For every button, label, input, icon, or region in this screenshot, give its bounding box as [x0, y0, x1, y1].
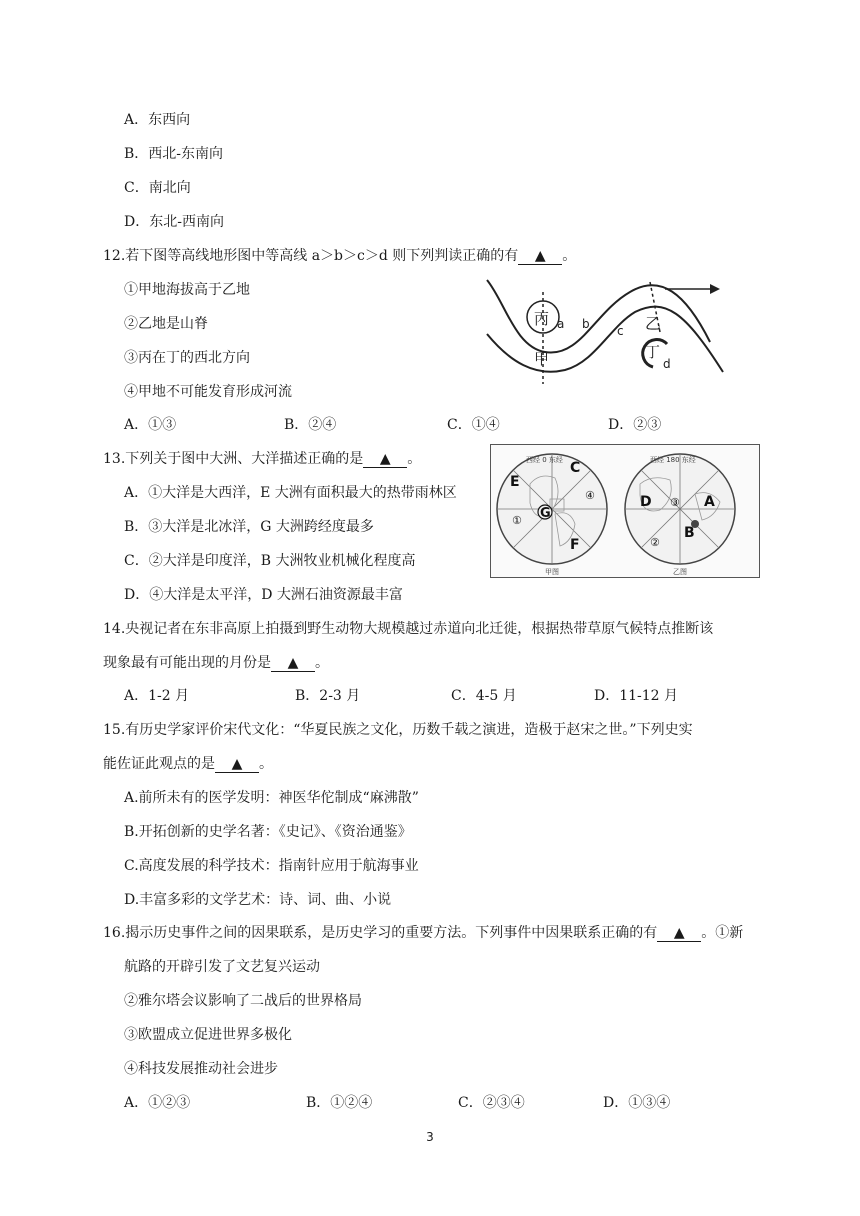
q16-stem: 16.揭示历史事件之间的因果联系，是历史学习的重要方法。下列事件中因果联系正确的有 ▲ 。①新 [103, 925, 744, 941]
q11-option-d: D．东北-西南向 [124, 214, 224, 230]
label-ocean-3: ③ [670, 496, 680, 509]
label-ocean-1: ① [512, 514, 522, 527]
label-c: c [617, 324, 624, 338]
q15-option-b: B.开拓创新的史学名著：《史记》、《资治通鉴》 [124, 824, 412, 840]
answer-blank: ▲ [271, 655, 315, 672]
q13-option-b: B．③大洋是北冰洋，G 大洲跨经度最多 [124, 519, 374, 535]
q16-option-d: D．①③④ [603, 1095, 671, 1111]
label-F: F [570, 537, 580, 553]
label-A: A [704, 494, 715, 510]
q15-stem-line1: 15.有历史学家评价宋代文化：“华夏民族之文化，历数千载之演进，造极于赵宋之世。”下列史实 [103, 722, 693, 738]
q16-option-a: A．①②③ [124, 1095, 191, 1111]
arrow-head-icon [710, 284, 720, 294]
q14-option-a: A．1-2 月 [124, 688, 190, 704]
answer-blank: ▲ [518, 248, 562, 265]
left-map-caption: 甲图 [545, 568, 559, 576]
q13-option-d: D．④大洋是太平洋，D 大洲石油资源最丰富 [124, 587, 403, 603]
q12-statement-4: ④甲地不可能发育形成河流 [124, 384, 292, 400]
answer-blank: ▲ [215, 756, 259, 773]
answer-blank: ▲ [657, 925, 701, 942]
q12-option-a: A．①③ [124, 417, 177, 433]
q12-statement-2: ②乙地是山脊 [124, 316, 208, 332]
q12-option-c: C．①④ [447, 417, 500, 433]
left-map-header: 西经 0 东经 [526, 456, 563, 464]
right-map-caption: 乙图 [673, 568, 687, 576]
q11-option-c: C．南北向 [124, 180, 191, 196]
q15-option-d: D.丰富多彩的文学艺术：诗、词、曲、小说 [124, 892, 392, 908]
contour-line-a [487, 280, 710, 353]
hemisphere-map [490, 444, 760, 578]
q15-stem-line2: 能佐证此观点的是 ▲ 。 [103, 756, 273, 772]
q16-statement-2: ②雅尔塔会议影响了二战后的世界格局 [124, 993, 362, 1009]
q16-stem-line2: 航路的开辟引发了文艺复兴运动 [124, 959, 320, 975]
q12-statement-1: ①甲地海拔高于乙地 [124, 282, 250, 298]
label-bing: 丙 [534, 310, 550, 328]
label-d: d [663, 357, 671, 371]
q11-option-b: B．西北-东南向 [124, 146, 224, 162]
label-b: b [582, 317, 590, 331]
label-C: C [570, 460, 581, 476]
label-E: E [510, 474, 520, 490]
label-jia: 甲 [534, 350, 550, 368]
q12-option-d: D．②③ [608, 417, 662, 433]
q11-option-a: A．东西向 [124, 112, 191, 128]
globe-left [497, 454, 607, 564]
q15-option-c: C.高度发展的科学技术：指南针应用于航海事业 [124, 858, 419, 874]
q16-statement-3: ③欧盟成立促进世界多极化 [124, 1027, 292, 1043]
q13-stem: 13.下列关于图中大洲、大洋描述正确的是 ▲ 。 [103, 451, 422, 467]
q12-stem: 12.若下图等高线地形图中等高线 a＞b＞c＞d 则下列判读正确的有 ▲ 。 [103, 248, 577, 264]
label-D: D [640, 494, 652, 510]
q14-stem-line1: 14.央视记者在东非高原上拍摄到野生动物大规模越过赤道向北迁徙，根据热带草原气候特点推断该 [103, 621, 714, 637]
q16-option-b: B．①②④ [306, 1095, 373, 1111]
label-ding: 丁 [645, 343, 661, 361]
label-ocean-4: ④ [585, 489, 595, 502]
contour-map [485, 272, 725, 384]
q12-statement-3: ③丙在丁的西北方向 [124, 350, 250, 366]
q13-option-c: C．②大洋是印度洋，B 大洲牧业机械化程度高 [124, 553, 416, 569]
label-ocean-2: ② [650, 536, 660, 549]
label-B: B [684, 525, 695, 541]
q16-option-c: C．②③④ [458, 1095, 525, 1111]
q12-option-b: B．②④ [284, 417, 337, 433]
q13-option-a: A．①大洋是大西洋，E 大洲有面积最大的热带雨林区 [124, 485, 457, 501]
label-a: a [557, 317, 565, 331]
label-G: G [540, 506, 551, 521]
right-map-header: 西经 180 东经 [650, 456, 696, 464]
q15-option-a: A.前所未有的医学发明：神医华佗制成“麻沸散” [124, 790, 419, 806]
label-yi: 乙 [645, 314, 662, 333]
q14-option-c: C．4-5 月 [451, 688, 517, 704]
answer-blank: ▲ [363, 451, 407, 468]
page-number: 3 [426, 1130, 434, 1144]
q14-option-d: D．11-12 月 [594, 688, 679, 704]
q14-option-b: B．2-3 月 [295, 688, 361, 704]
q16-statement-4: ④科技发展推动社会进步 [124, 1061, 278, 1077]
q14-stem-line2: 现象最有可能出现的月份是 ▲ 。 [103, 655, 329, 671]
